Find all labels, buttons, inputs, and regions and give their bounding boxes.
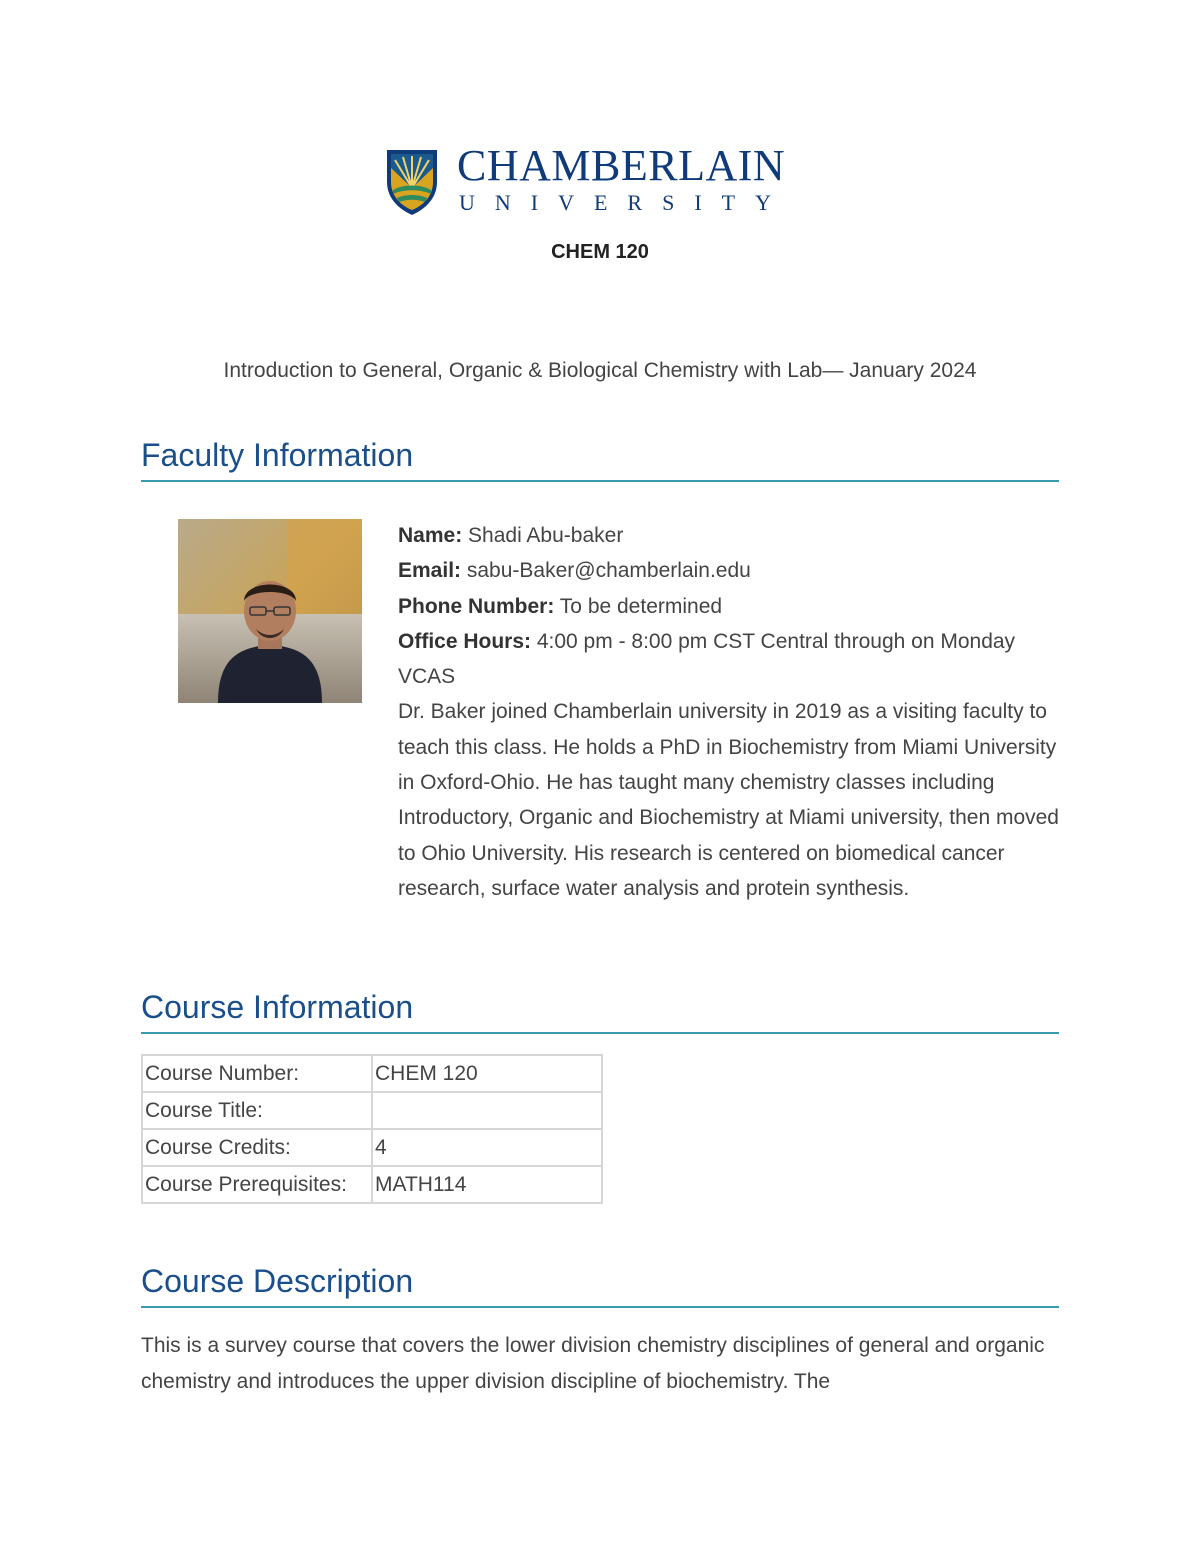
table-cell-value: 4 [372, 1129, 602, 1166]
faculty-details [398, 518, 1063, 906]
faculty-portrait-image [178, 519, 362, 703]
table-cell-label: Course Credits: [142, 1129, 372, 1166]
faculty-phone-label: Phone Number: [398, 594, 555, 618]
course-subtitle: Introduction to General, Organic & Biological Chemistry with Lab— January 2024 [223, 359, 977, 382]
table-row [142, 1092, 602, 1129]
faculty-hours-line [398, 624, 1063, 695]
shield-icon [385, 148, 439, 216]
faculty-name-value: Shadi Abu-baker [462, 524, 624, 547]
table-cell-value [372, 1092, 602, 1129]
table-cell-label: Course Number: [142, 1055, 372, 1092]
table-cell-label: Course Prerequisites: [142, 1166, 372, 1203]
logo-subname: UNIVERSITY [459, 190, 791, 215]
table-row [142, 1055, 602, 1092]
table-cell-value: CHEM 120 [372, 1055, 602, 1092]
course-information-heading: Course Information [141, 988, 1059, 1034]
course-code: CHEM 120 [551, 241, 649, 263]
university-logo [385, 141, 825, 218]
faculty-email-line [398, 553, 1063, 588]
table-cell-label: Course Title: [142, 1092, 372, 1129]
faculty-phone-line [398, 589, 1063, 624]
faculty-hours-label: Office Hours: [398, 629, 532, 653]
faculty-phone-value: To be determined [554, 594, 723, 618]
table-cell-value: MATH114 [372, 1166, 602, 1203]
course-info-table [141, 1054, 603, 1204]
table-row [142, 1166, 602, 1203]
faculty-email-label: Email: [398, 559, 462, 583]
faculty-name-label: Name: [398, 524, 463, 547]
faculty-information-heading: Faculty Information [141, 436, 1059, 482]
logo-name: CHAMBERLAIN [457, 141, 786, 190]
faculty-photo [178, 519, 362, 703]
faculty-bio: Dr. Baker joined Chamberlain university in 2019 as a visiting faculty to teach this class. He holds a PhD in Biochemistry from Miami University in Oxford-Ohio. He has taught many chemistry classes including Introductory, Organic and Biochemistry at Miami university, then moved to Ohio University. His research is centered on biomedical cancer research, surface water analysis and protein synthesis. [398, 700, 1059, 900]
course-description-heading: Course Description [141, 1262, 1059, 1308]
table-row [142, 1129, 602, 1166]
faculty-email-value: sabu-Baker@chamberlain.edu [461, 559, 751, 583]
course-description-text: This is a survey course that covers the lower division chemistry disciplines of general and organic chemistry and introduces the upper division discipline of biochemistry. The [141, 1334, 1045, 1393]
faculty-name-line [398, 518, 1063, 553]
faculty-hours-value: 4:00 pm - 8:00 pm CST Central through on Monday VCAS [398, 629, 1016, 689]
